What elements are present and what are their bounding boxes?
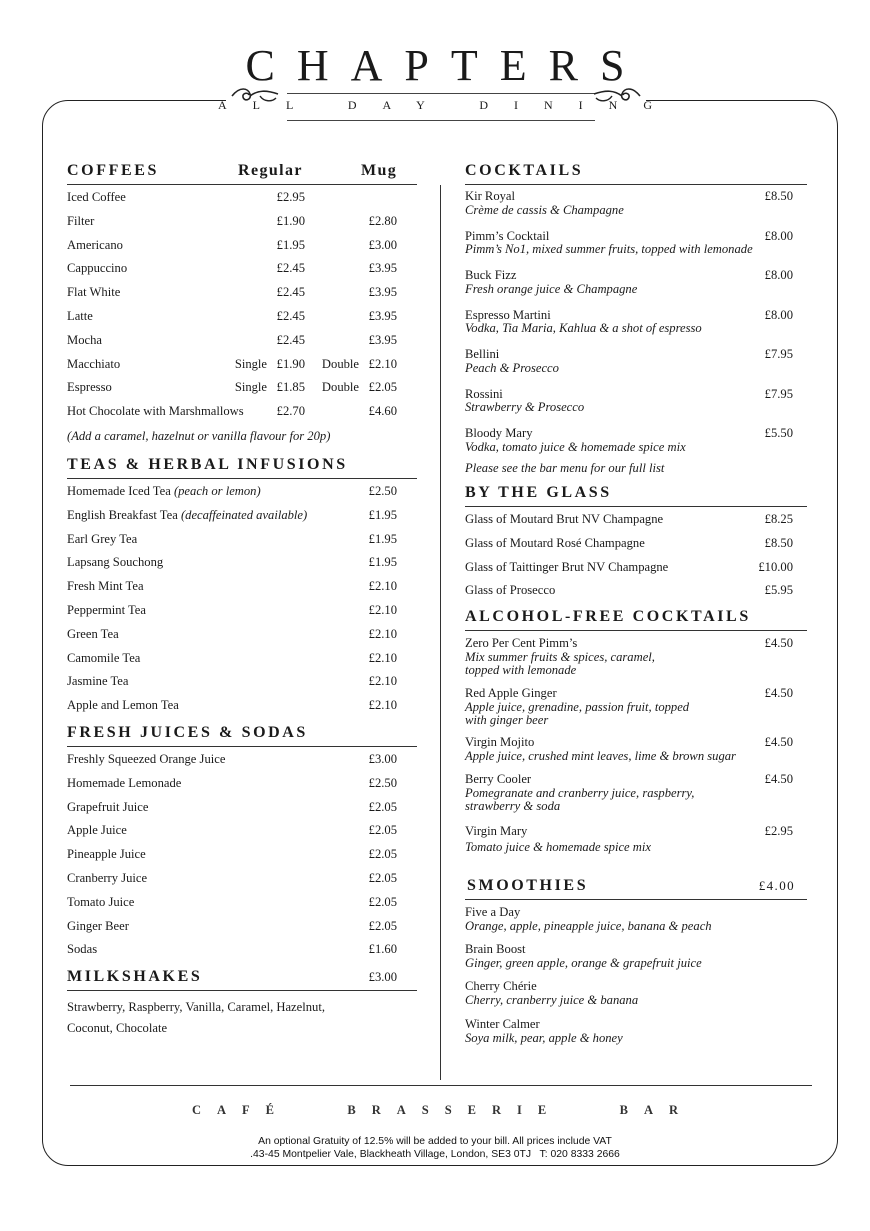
item-price: £4.50 <box>764 772 793 787</box>
item-name: Iced Coffee <box>67 190 126 204</box>
item-name: Fresh Mint Tea <box>67 579 144 594</box>
restaurant-title: CHAPTERS <box>245 41 647 90</box>
flavour-note: (Add a caramel, hazelnut or vanilla flavour for 20p) <box>67 428 331 443</box>
footer-rule <box>70 1085 812 1086</box>
menu-item <box>67 599 417 623</box>
menu-item <box>465 556 807 580</box>
item-name: Hot Chocolate with Marshmallows <box>67 404 244 419</box>
item-name: Latte <box>67 308 93 323</box>
footer-tagline: CAFÉ BRASSERIE BAR <box>191 1103 695 1117</box>
regular-price: £2.45 <box>276 308 305 323</box>
smoothies-title: SMOOTHIES <box>467 877 589 895</box>
item-price: £8.50 <box>764 189 793 203</box>
menu-item <box>67 748 417 772</box>
item-name: Cherry Chérie <box>465 979 537 994</box>
mug-column-header: Mug <box>361 162 398 179</box>
menu-item <box>67 843 417 867</box>
mug-price: £3.95 <box>368 285 397 300</box>
menu-item <box>465 773 807 825</box>
item-price: £1.95 <box>368 555 397 570</box>
item-price: £8.00 <box>764 307 793 322</box>
right-column <box>465 160 807 1050</box>
menu-item <box>465 269 807 309</box>
menu-item <box>67 234 417 258</box>
item-name: Cranberry Juice <box>67 870 148 885</box>
menu-item <box>67 819 417 843</box>
menu-item <box>67 257 417 281</box>
item-price: £2.50 <box>368 483 397 498</box>
item-description: Strawberry & Prosecco <box>465 400 585 414</box>
item-name: Virgin Mary <box>465 824 528 839</box>
by-the-glass-title: BY THE GLASS <box>465 484 612 501</box>
item-price: £7.95 <box>764 347 793 361</box>
single-label: Single <box>234 356 267 371</box>
item-price: £4.50 <box>764 686 793 701</box>
alcohol-free-title: ALCOHOL-FREE COCKTAILS <box>465 608 751 626</box>
item-name: Red Apple Ginger <box>465 686 557 701</box>
menu-item <box>465 980 807 1018</box>
menu-item <box>67 210 417 234</box>
item-name: Green Tea <box>67 626 119 641</box>
item-name: Ginger Beer <box>67 918 129 933</box>
teas-heading <box>67 454 417 479</box>
item-name: Buck Fizz <box>465 268 517 282</box>
item-price: £1.95 <box>368 507 397 522</box>
menu-item <box>67 623 417 647</box>
regular-price: £2.45 <box>276 332 305 347</box>
item-detail: (peach or lemon) <box>173 483 261 498</box>
item-description: Cherry, cranberry juice & banana <box>465 992 639 1007</box>
double-label: Double <box>321 380 359 395</box>
left-column <box>67 160 417 1039</box>
smoothies-heading <box>465 875 807 900</box>
item-name: Filter <box>67 213 95 228</box>
cocktails-heading <box>465 160 807 185</box>
menu-item <box>67 694 417 718</box>
menu-item <box>465 508 807 532</box>
menu-item <box>67 528 417 552</box>
menu-item <box>67 281 417 305</box>
item-description: Orange, apple, pineapple juice, banana & peach <box>465 918 712 933</box>
menu-item <box>67 867 417 891</box>
item-name: Camomile Tea <box>67 650 141 665</box>
mug-price: £3.95 <box>368 332 397 347</box>
item-name: Rossini <box>465 386 503 401</box>
item-name: Glass of Taittinger Brut NV Champagne <box>465 559 669 574</box>
item-name: Peppermint Tea <box>67 602 146 617</box>
mug-price: £3.00 <box>368 237 397 252</box>
menu-item <box>465 825 807 875</box>
item-name: Apple Juice <box>67 823 127 838</box>
item-price: £4.50 <box>764 735 793 750</box>
juices-heading <box>67 722 417 747</box>
item-price: £2.05 <box>368 918 397 933</box>
milkshakes-price: £3.00 <box>368 970 397 985</box>
regular-column-header: Regular <box>238 162 303 179</box>
item-price: £2.10 <box>368 602 397 617</box>
right-flourish-icon <box>592 84 642 106</box>
item-name: Bellini <box>465 347 500 361</box>
menu-item <box>67 938 417 962</box>
item-name: Glass of Prosecco <box>465 583 556 598</box>
item-price: £5.95 <box>764 583 793 598</box>
regular-price: £2.45 <box>276 261 305 276</box>
item-name: Macchiato <box>67 356 121 371</box>
subtitle-top-rule <box>287 93 595 94</box>
item-description: Soya milk, pear, apple & honey <box>465 1030 623 1045</box>
subtitle-bottom-rule <box>287 120 595 121</box>
menu-item <box>465 906 807 943</box>
item-name: Pimm’s Cocktail <box>465 228 550 243</box>
item-price: £2.05 <box>368 894 397 909</box>
item-description: Vodka, tomato juice & homemade spice mix <box>465 439 686 454</box>
double-label: Double <box>321 356 359 371</box>
menu-item <box>465 230 807 270</box>
item-price: £3.00 <box>368 751 397 766</box>
item-description: Crème de cassis & Champagne <box>465 202 624 217</box>
item-price: £2.10 <box>368 626 397 641</box>
menu-item <box>465 532 807 556</box>
cocktails-title: COCKTAILS <box>465 162 584 179</box>
menu-item <box>67 551 417 575</box>
menu-item <box>67 376 417 400</box>
item-name: Flat White <box>67 285 121 300</box>
menu-item <box>67 915 417 939</box>
regular-price: £2.95 <box>276 190 305 204</box>
item-description: Vodka, Tia Maria, Kahlua & a shot of espresso <box>465 321 702 335</box>
mug-price: £3.95 <box>368 308 397 323</box>
menu-item <box>67 772 417 796</box>
regular-price: £2.45 <box>276 285 305 300</box>
item-description: Tomato juice & homemade spice mix <box>465 839 651 854</box>
item-description: Apple juice, grenadine, passion fruit, topped with ginger beer <box>465 699 690 728</box>
double-price: £2.05 <box>368 380 397 395</box>
item-price: £5.50 <box>764 426 793 440</box>
item-price: £2.10 <box>368 579 397 594</box>
menu-item <box>67 353 417 377</box>
item-description: Pimm’s No1, mixed summer fruits, topped with lemonade <box>465 242 753 256</box>
item-name: Earl Grey Tea <box>67 531 138 546</box>
item-name: Glass of Moutard Rosé Champagne <box>465 535 645 550</box>
item-description: Apple juice, crushed mint leaves, lime & brown sugar <box>465 748 736 763</box>
item-price: £2.50 <box>368 775 397 790</box>
coffees-heading <box>67 160 417 185</box>
menu-item <box>465 1018 807 1050</box>
item-name: Brain Boost <box>465 942 526 957</box>
item-price: £1.95 <box>368 531 397 546</box>
bar-menu-note: Please see the bar menu for our full list <box>465 461 665 475</box>
smoothies-price: £4.00 <box>758 878 795 894</box>
item-name: Winter Calmer <box>465 1017 540 1032</box>
item-name: Glass of Moutard Brut NV Champagne <box>465 512 664 526</box>
menu-item <box>67 186 417 210</box>
item-price: £2.95 <box>764 824 793 839</box>
menu-item <box>465 579 807 603</box>
item-price: £1.60 <box>368 942 397 957</box>
item-description: Ginger, green apple, orange & grapefruit juice <box>465 955 702 970</box>
menu-item <box>67 575 417 599</box>
milkshakes-title: MILKSHAKES <box>67 968 203 986</box>
restaurant-subtitle: ALL DAY DINING <box>218 98 678 112</box>
item-name: Freshly Squeezed Orange Juice <box>67 751 226 766</box>
item-price: £2.10 <box>368 674 397 689</box>
item-price: £2.05 <box>368 799 397 814</box>
menu-item <box>67 480 417 504</box>
item-price: £4.50 <box>764 636 793 651</box>
item-name: Bloody Mary <box>465 426 533 440</box>
menu-item <box>67 305 417 329</box>
item-detail: (decaffeinated available) <box>180 507 308 522</box>
milkshakes-heading <box>67 966 417 991</box>
teas-title: TEAS & HERBAL INFUSIONS <box>67 455 348 473</box>
item-name: Lapsang Souchong <box>67 555 164 570</box>
menu-item <box>465 736 807 773</box>
item-price: £2.10 <box>368 698 397 713</box>
menu-item <box>67 329 417 353</box>
menu-item <box>465 687 807 736</box>
item-name: Grapefruit Juice <box>67 799 149 814</box>
item-name: Five a Day <box>465 905 521 920</box>
column-divider <box>440 185 441 1080</box>
menu-item <box>67 504 417 528</box>
item-price: £7.95 <box>764 386 793 401</box>
item-description: Peach & Prosecco <box>465 360 559 375</box>
regular-price: £2.70 <box>276 404 305 419</box>
address-line: .43-45 Montpelier Vale, Blackheath Village, London, SE3 0TJ T: 020 8333 2666 <box>250 1149 620 1160</box>
item-description: Fresh orange juice & Champagne <box>465 281 638 296</box>
by-the-glass-heading <box>465 482 807 507</box>
mug-price: £4.60 <box>368 404 397 419</box>
regular-price: £1.90 <box>276 213 305 228</box>
item-name: Zero Per Cent Pimm’s <box>465 636 578 651</box>
menu-item <box>465 348 807 388</box>
item-description: Mix summer fruits & spices, caramel, topped with lemonade <box>465 649 655 678</box>
menu-item <box>465 190 807 230</box>
menu-item <box>67 796 417 820</box>
item-price: £10.00 <box>758 559 793 574</box>
item-name: Jasmine Tea <box>67 674 129 689</box>
item-price: £2.10 <box>368 650 397 665</box>
double-price: £2.10 <box>368 356 397 371</box>
mug-price: £3.95 <box>368 261 397 276</box>
single-price: £1.85 <box>276 380 305 395</box>
item-price: £8.00 <box>764 268 793 282</box>
item-price: £8.00 <box>764 228 793 243</box>
left-flourish-icon <box>230 84 280 106</box>
item-name: Mocha <box>67 332 102 347</box>
item-name: English Breakfast Tea <box>67 507 178 522</box>
menu-item <box>67 647 417 671</box>
item-name: Cappuccino <box>67 261 128 276</box>
item-price: £8.50 <box>764 535 793 550</box>
item-price: £2.05 <box>368 823 397 838</box>
gratuity-note: An optional Gratuity of 12.5% will be added to your bill. All prices include VAT <box>258 1136 612 1147</box>
item-price: £2.05 <box>368 870 397 885</box>
menu-item <box>465 637 807 687</box>
single-price: £1.90 <box>276 356 305 371</box>
item-name: Kir Royal <box>465 189 516 203</box>
single-label: Single <box>234 380 267 395</box>
item-name: Berry Cooler <box>465 772 532 787</box>
item-name: Apple and Lemon Tea <box>67 698 179 713</box>
juices-title: FRESH JUICES & SODAS <box>67 723 308 741</box>
item-price: £2.05 <box>368 847 397 862</box>
item-name: Pineapple Juice <box>67 847 146 862</box>
coffees-title: COFFEES <box>67 162 159 179</box>
menu-item <box>465 943 807 980</box>
menu-item <box>67 891 417 915</box>
item-name: Tomato Juice <box>67 894 135 909</box>
milkshake-flavours: Strawberry, Raspberry, Vanilla, Caramel, Hazelnut, Coconut, Chocolate <box>67 1000 325 1036</box>
item-price: £8.25 <box>764 512 793 526</box>
mug-price: £2.80 <box>368 213 397 228</box>
item-name: Virgin Mojito <box>465 735 535 750</box>
menu-item <box>465 309 807 349</box>
item-name: Americano <box>67 237 123 252</box>
item-name: Sodas <box>67 942 98 957</box>
regular-price: £1.95 <box>276 237 305 252</box>
item-name: Homemade Iced Tea <box>67 483 171 498</box>
item-name: Espresso Martini <box>465 307 551 322</box>
item-name: Homemade Lemonade <box>67 775 182 790</box>
alcohol-free-heading <box>465 606 807 631</box>
menu-item <box>465 427 807 460</box>
menu-item <box>67 670 417 694</box>
item-description: Pomegranate and cranberry juice, raspberry, strawberry & soda <box>465 785 695 814</box>
menu-item <box>465 388 807 428</box>
item-name: Espresso <box>67 380 112 395</box>
menu-item <box>67 400 417 424</box>
